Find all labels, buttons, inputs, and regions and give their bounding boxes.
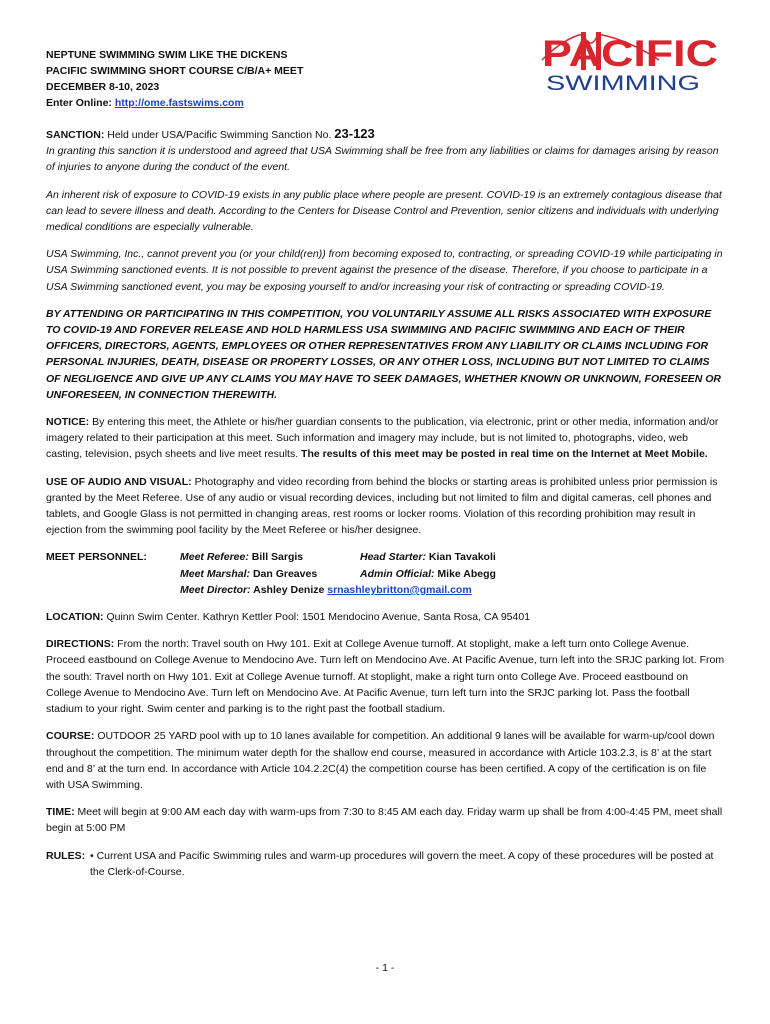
notice-text: By entering this meet, the Athlete or his/her guardian consents to the publication, via electronic, print or other media, information and/or imagery related to their participation at this meet. Such information and imagery may include, but is not limited to, photographs, video, web casting, television, psych sheets and live meet results.: [46, 416, 719, 461]
sanction-disclaimer: In granting this sanction it is understood and agreed that USA Swimming shall be free from any liabilities or claims for damages arising by reason of injuries to anyone during the conduct of the event.: [46, 145, 719, 174]
enter-online-link[interactable]: http://ome.fastswims.com: [114, 97, 244, 109]
time-label: TIME:: [46, 806, 75, 819]
covid-waiver: BY ATTENDING OR PARTICIPATING IN THIS COMPETITION, YOU VOLUNTARILY ASSUME ALL RISKS ASSOCIATED WITH EXPOSURE TO COVID-19 AND FOREVER RELEASE AND HOLD HARMLESS USA SWIMMING AND PACIFIC SWIMMING AND EACH OF THEIR OFFICERS, DIRECTORS, AGENTS, EMPLOYEES OR OTHER REPRESENTATIVES FROM ANY LIABILITY OR CLAIMS INCLUDING FOR PERSONAL INJURIES, DEATH, DISEASE OR PROPERTY LOSSES, OR ANY OTHER LOSS, INCLUDING BUT NOT LIMITED TO CLAIMS OF NEGLIGENCE AND GIVE UP ANY CLAIMS YOU MAY HAVE TO SEEK DAMAGES, WHETHER KNOWN OR UNKNOWN, FORESEEN OR UNFORESEEN, IN CONNECTION THEREWITH.: [46, 307, 721, 401]
course-text: OUTDOOR 25 YARD pool with up to 10 lanes available for competition. An additional 9 lanes will be available for warm-up/cool down throughout the competition. The minimum water depth for the shallow end course, measured in accordance with Article 103.2.3, is 8’ at the start end and 8’ at the turn end. In accordance with Article 104.2.2C(4) the competition course has been certified. A copy of the certification is on file with USA Swimming.: [46, 730, 715, 791]
notice-section: [46, 414, 726, 463]
logo-text-swimming: SWIMMING: [546, 72, 700, 95]
starter-role: Head Starter:: [360, 551, 426, 564]
directions-text: From the north: Travel south on Hwy 101. Exit at College Avenue turnoff. At stoplight, make a left turn onto College Avenue. Proceed eastbound on College Avenue to Mendocino Ave. Turn left on Mendocino Ave. At Pacific Avenue, turn left into the SRJC parking lot. From the south: Travel north on Hwy 101. Exit at College Avenue turnoff. At stoplight, make a right turn onto College Ave. Proceed eastbound on College Avenue to Mendocino Ave. Turn left on Mendocino Ave. At Pacific Avenue, turn left turn into the SRJC parking lot. Pass the football stadium to your right. Swim center and parking is to the right past the football stadium.: [46, 638, 725, 716]
location-label: LOCATION:: [46, 611, 104, 624]
rules-label: RULES:: [46, 849, 86, 862]
admin-official: [360, 566, 496, 582]
director-name: Ashley Denize: [250, 583, 328, 596]
meet-personnel-grid: [180, 549, 496, 598]
marshal-name: Dan Greaves: [250, 567, 318, 580]
head-starter: [360, 549, 496, 565]
meet-subtitle: PACIFIC SWIMMING SHORT COURSE C/B/A+ MEET: [46, 65, 304, 77]
rules-text: • Current USA and Pacific Swimming rules and warm-up procedures will govern the meet. A copy of these procedures will be posted at the Clerk-of-Course.: [90, 849, 714, 878]
covid-paragraph-1: An inherent risk of exposure to COVID-19 exists in any public place where people are present. COVID-19 is an extremely contagious disease that can lead to severe illness and death. According to the Centers for Disease Control and Prevention, senior citizens and individuals with underlying medical conditions are especially vulnerable.: [46, 188, 722, 234]
time-text: Meet will begin at 9:00 AM each day with warm-ups from 7:30 to 8:45 AM each day. Friday warm up shall be from 4:00-4:45 PM, meet shall begin at 5:00 PM: [46, 806, 723, 835]
audio-visual-text: Photography and video recording from behind the blocks or starting areas is prohibited unless prior permission is granted by the Meet Referee. Use of any audio or visual recording devices, including but not limited to film and digital cameras, cell phones and tablets, and Google Glass is not permitted in changing areas, rest rooms or locker rooms. Violation of this recording prohibition may result in ejection from the swimming pool facility by the Meet Referee or his/her designee.: [46, 475, 718, 537]
directions-section: [46, 636, 726, 717]
meet-personnel-label: MEET PERSONNEL:: [46, 551, 147, 564]
notice-results: The results of this meet may be posted in real time on the Internet at Meet Mobile.: [301, 448, 708, 461]
course-label: COURSE:: [46, 730, 95, 743]
rules-section: [46, 848, 726, 880]
audio-visual-label: USE OF AUDIO AND VISUAL:: [46, 475, 192, 488]
course-section: [46, 728, 726, 793]
audio-visual-section: [46, 474, 726, 539]
pacific-swimming-logo: [534, 30, 724, 95]
admin-name: Mike Abegg: [434, 567, 496, 580]
location-section: [46, 609, 726, 625]
director-email-link[interactable]: srnashleybritton@gmail.com: [327, 583, 472, 596]
referee-role: Meet Referee:: [180, 551, 249, 564]
page-number: - 1 -: [375, 962, 395, 974]
admin-role: Admin Official:: [360, 567, 435, 580]
covid-paragraph-2: USA Swimming, Inc., cannot prevent you (or your child(ren)) from becoming exposed to, contracting, or spreading COVID-19 while participating in USA Swimming sanctioned events. It is not possible to prevent against the presence of the disease. Therefore, if you choose to participate in a USA Swimming sanctioned event, you may be exposing yourself to and/or increasing your risk of contracting or spreading COVID-19.: [46, 248, 723, 293]
document-body: [46, 126, 726, 880]
meet-referee: [180, 549, 360, 565]
notice-label: NOTICE:: [46, 416, 90, 429]
directions-label: DIRECTIONS:: [46, 638, 115, 651]
enter-online: [46, 95, 303, 111]
sanction-section: [46, 126, 726, 176]
time-section: [46, 804, 726, 836]
meet-marshal: [180, 566, 360, 582]
meet-director: [180, 582, 496, 598]
meet-title: NEPTUNE SWIMMING SWIM LIKE THE DICKENS: [46, 49, 288, 61]
logo-text-pacific: PACIFIC: [542, 33, 718, 74]
starter-name: Kian Tavakoli: [425, 551, 496, 564]
sanction-text: Held under USA/Pacific Swimming Sanction No.: [104, 129, 335, 141]
meet-personnel: [46, 549, 726, 598]
sanction-label: SANCTION:: [46, 129, 105, 141]
location-text: Quinn Swim Center. Kathryn Kettler Pool: 1501 Mendocino Avenue, Santa Rosa, CA 95401: [103, 611, 531, 624]
referee-name: Bill Sargis: [248, 551, 304, 564]
enter-online-label: Enter Online:: [46, 97, 115, 109]
meet-header: [46, 47, 303, 111]
meet-dates: DECEMBER 8-10, 2023: [46, 81, 160, 93]
marshal-role: Meet Marshal:: [180, 567, 251, 580]
sanction-number: 23-123: [334, 126, 375, 141]
director-role: Meet Director:: [180, 583, 251, 596]
